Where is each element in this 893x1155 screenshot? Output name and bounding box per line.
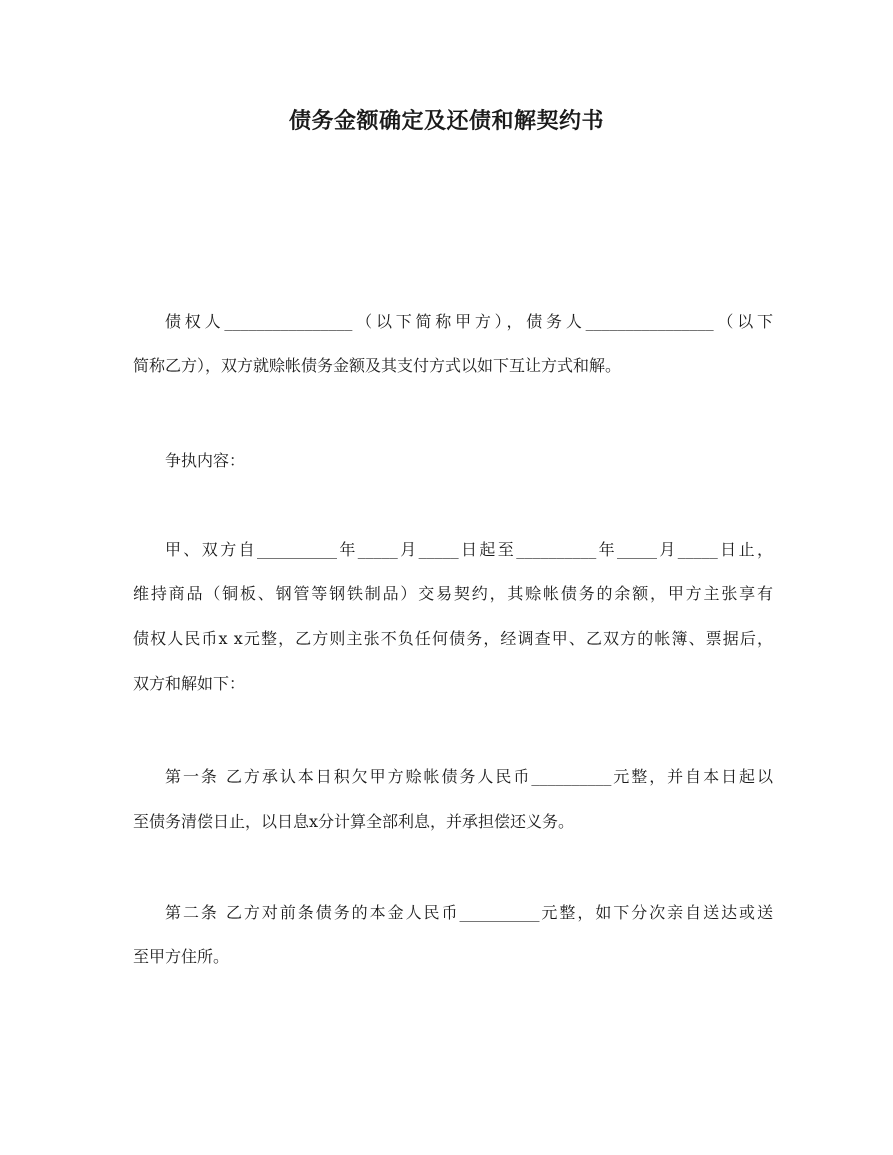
article-2-line-2: 至甲方住所。 xyxy=(133,947,230,966)
paragraph-line-dispute-1: 甲、双方自__________年_____月_____日起至__________年_____月_____日止， xyxy=(165,540,773,559)
paragraph-line-dispute-4: 双方和解如下： xyxy=(133,674,246,693)
paragraph-line-dispute-2: 维持商品（铜板、钢管等钢铁制品）交易契约，其赊帐债务的余额，甲方主张享有 xyxy=(133,584,773,603)
article-1-line-1: 第一条 乙方承认本日积欠甲方赊帐债务人民币__________元整，并自本日起以 xyxy=(165,767,773,786)
paragraph-line-dispute-3: 债权人民币x x元整，乙方则主张不负任何债务，经调查甲、乙双方的帐簿、票据后， xyxy=(133,629,773,648)
article-1-line-2: 至债务清偿日止，以日息x分计算全部利息，并承担偿还义务。 xyxy=(133,812,575,831)
section-heading-dispute: 争执内容： xyxy=(165,451,246,470)
document-title: 债务金额确定及还债和解契约书 xyxy=(288,109,604,134)
paragraph-line-parties-2: 简称乙方），双方就赊帐债务金额及其支付方式以如下互让方式和解。 xyxy=(133,356,622,375)
article-2-line-1: 第二条 乙方对前条债务的本金人民币__________元整，如下分次亲自送达或送 xyxy=(165,903,773,922)
paragraph-line-parties-1: 债权人________________（以下简称甲方），债务人________________（以下 xyxy=(165,312,773,331)
